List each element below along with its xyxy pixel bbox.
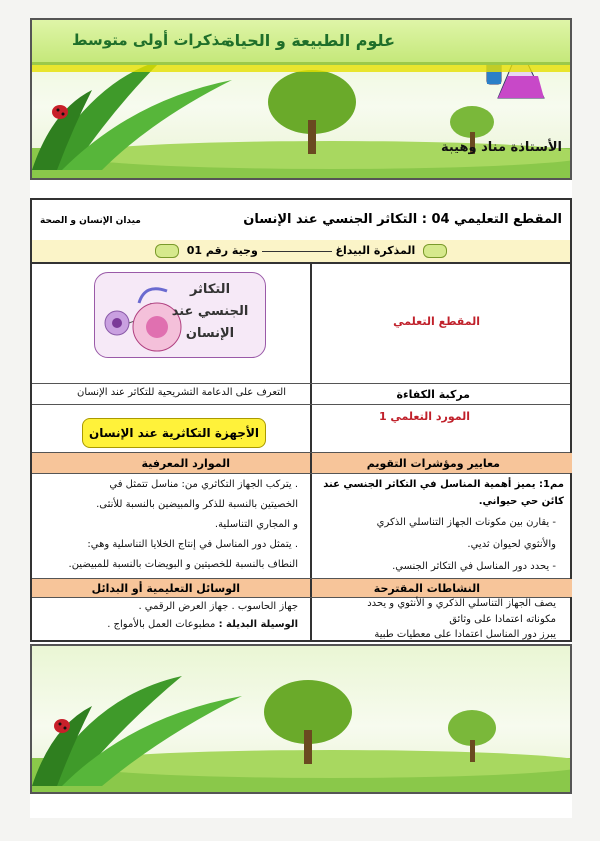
badge-icon (423, 244, 447, 258)
memo-bar (32, 240, 570, 264)
lesson-sheet (30, 198, 572, 642)
cell-illustration (94, 272, 266, 358)
knowledge-item: و المجاري التناسلية. (214, 519, 298, 530)
activity-item: مكوناته اعتمادا على وثائق (449, 614, 556, 625)
resource-box: الأجهزة التكاثرية عند الإنسان (82, 418, 266, 448)
criteria-item: - يقارن بين مكونات الجهاز التناسلي الذكري (376, 517, 556, 528)
competence-label: مركبة الكفاءة (396, 388, 470, 401)
criteria-lead: مم1: يميز أهمية المناسل في التكاثر الجنسي عند كائن حي حيواني. (323, 479, 564, 507)
criteria-item: والأنثوي لحيوان ثديي. (467, 539, 556, 550)
ladybug-icon (52, 105, 68, 119)
memo-label: المذكرة البيداغ (335, 244, 416, 257)
memo-suffix: وجية رقم 01 (186, 244, 258, 257)
resource-label: المورد التعلمي 1 (378, 410, 470, 423)
competence-text: التعرف على الدعامة التشريحية للتكاثر عند الإنسان (77, 387, 286, 398)
knowledge-item: الخصيتين بالنسبة للذكر والمبيضين بالنسبة للأنثى. (96, 499, 298, 510)
illustration-title: التكاثر الجنسي عند الإنسان (171, 282, 249, 341)
domain-title: ميدان الإنسان و الصحة (40, 216, 141, 226)
level-title: مذكرات أولى متوسط (72, 31, 230, 49)
page (30, 18, 572, 818)
means-alt (107, 616, 298, 634)
teacher-name: الأستاذة مناد وهيبة (440, 140, 562, 155)
segment-label: المقطع التعلمي (393, 315, 480, 328)
knowledge-header: الموارد المعرفية (141, 457, 230, 470)
criteria-item: - يحدد دور المناسل في التكاثر الجنسي. (392, 561, 556, 572)
means-alt-label: الوسيلة البديلة : (218, 619, 298, 630)
activity-item: يصف الجهاز التناسلي الذكري و الأنثوي و يحدد (367, 598, 556, 609)
activity-item: يبرز دور المناسل اعتمادا على معطيات طبية (374, 629, 556, 640)
knowledge-item: النطاف بالنسبة للخصيتين و البويضات بالنسبة للمبيضين. (68, 559, 298, 570)
criteria-header: معايير ومؤشرات التقويم (366, 457, 500, 470)
nature-scene (32, 646, 570, 792)
badge-icon (155, 244, 179, 258)
yellow-band (32, 64, 570, 72)
activities-header: النشاطات المقترحة (373, 582, 480, 595)
top-banner (30, 18, 572, 180)
bottom-banner (30, 644, 572, 794)
segment-title: المقطع التعليمي 04 : التكاثر الجنسي عند الإنسان (243, 212, 562, 227)
means-line: جهاز الحاسوب . جهاز العرض الرقمي . (138, 601, 298, 612)
knowledge-item: . يتركب الجهاز التكاثري من: مناسل تتمثل في (109, 479, 298, 490)
sheet-header (32, 200, 570, 242)
means-alt-text: مطبوعات العمل بالأمواج . (107, 619, 216, 630)
knowledge-item: . يتمثل دور المناسل في إنتاج الخلايا التناسلية وهي: (87, 539, 298, 550)
means-header: الوسائل التعليمية أو البدائل (91, 582, 240, 595)
subject-title: علوم الطبيعة و الحياة (225, 31, 395, 50)
ladybug-icon (54, 719, 70, 733)
